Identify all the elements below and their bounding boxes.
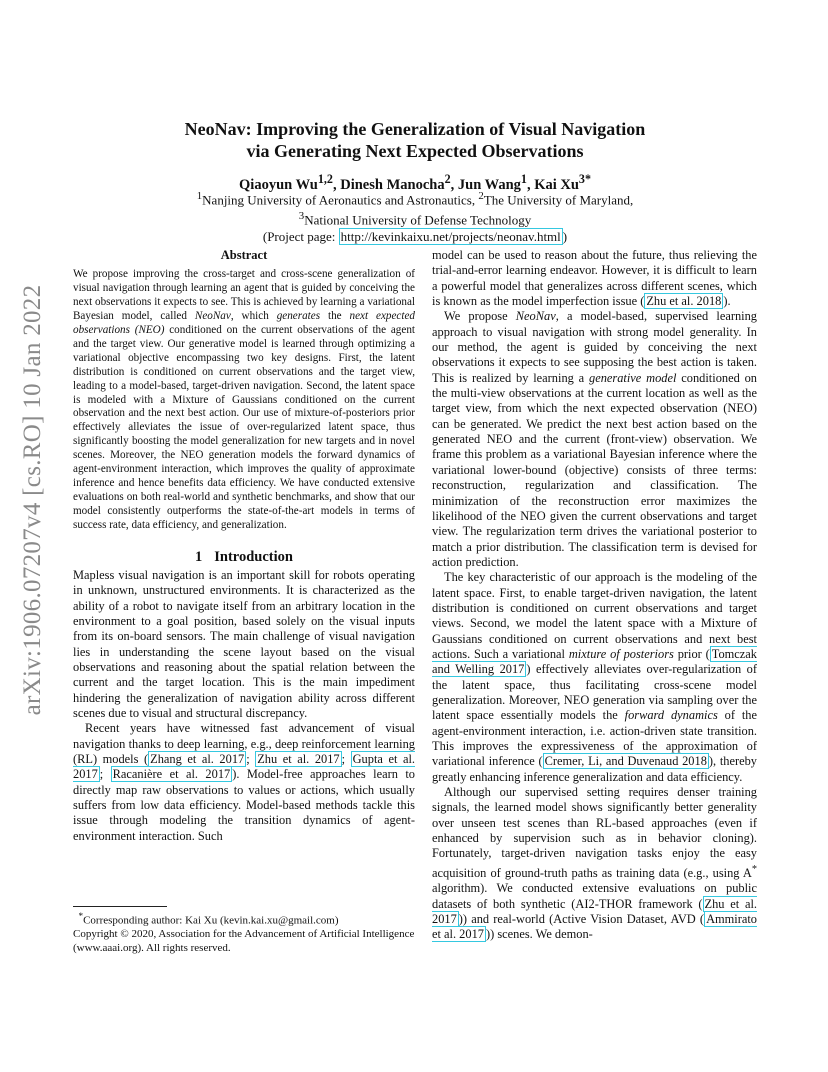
citation-zhu-2017[interactable]: Zhu et al. 2017 xyxy=(257,752,340,767)
author-1: Qiaoyun Wu xyxy=(239,176,318,193)
arxiv-stamp xyxy=(14,284,52,716)
cite-sep: ; xyxy=(341,752,351,767)
affiliations xyxy=(100,188,730,245)
author-4-affil: 3* xyxy=(578,172,591,186)
citation-tomczak-2017[interactable]: Tomczak and Welling 2017 xyxy=(432,646,757,677)
right-paragraph-3 xyxy=(432,785,757,943)
r-p0-text-a: model can be used to reason about the future, thus relieving the trial-and-error learning endeavor. However, it is difficult to learn a powerful model that generalizes across different scenes, which is known as the model imperfection issue ( xyxy=(432,248,757,309)
abstract-em-generates: generates xyxy=(276,310,321,323)
section-number: 1 xyxy=(195,548,203,565)
affiliation-line-2 xyxy=(100,208,730,228)
r-p2-text-a: The key characteristic of our approach is the modeling of the latent space. First, to enable target-driven navigation, the latent distribution is conditioned on current observations and target views. Second, we model the latent space with a Mixture of Gaussians conditioned on current observations and next best actions. Such a variational xyxy=(432,570,757,661)
title-line-1: NeoNav: Improving the Generalization of Visual Navigation xyxy=(184,119,646,139)
author-4: Kai Xu xyxy=(534,176,579,193)
affiliation-line-1 xyxy=(100,188,730,208)
citation-zhang-2017[interactable]: Zhang et al. 2017 xyxy=(150,752,245,767)
right-column xyxy=(432,248,757,943)
citation-cremer-2018[interactable]: Cremer, Li, and Duvenaud 2018 xyxy=(544,754,707,769)
footnote-marker: * xyxy=(78,911,84,921)
r-p2-text-d: of the agent-environment interaction, i.e. action-driven state transition. This improves the expressiveness of the approximation of variational inference ( xyxy=(432,708,758,769)
right-paragraph-2 xyxy=(432,570,757,785)
author-3-affil: 1 xyxy=(520,172,527,186)
affil-3: National University of Defense Technology xyxy=(304,212,532,228)
title-line-2: via Generating Next Expected Observations xyxy=(246,141,584,161)
citation-ammirato-2017[interactable]: Ammirato et al. 2017 xyxy=(432,911,757,942)
paper-title xyxy=(100,118,730,162)
abstract-em-neonav: NeoNav xyxy=(194,310,231,323)
r-p3-astar-sup: * xyxy=(751,863,757,875)
project-prefix: (Project page: xyxy=(262,228,339,244)
project-page xyxy=(100,229,730,245)
footnote-line-1: Corresponding author: Kai Xu (kevin.kai.xu@gmail.com) xyxy=(83,914,339,927)
project-page-link[interactable]: http://kevinkaixu.net/projects/neonav.html xyxy=(340,228,561,244)
abstract-text xyxy=(73,268,415,532)
arxiv-id: arXiv:1906.07207v4 [cs.RO] 10 Jan 2022 xyxy=(19,284,46,716)
footnote-copyright: Copyright © 2020, Association for the Advancement of Artificial Intelligence (www.aaai.org). All rights reserved. xyxy=(73,928,415,954)
author-2-affil: 2 xyxy=(444,172,451,186)
footnote xyxy=(73,910,415,955)
affil-1: Nanjing University of Aeronautics and Astronautics, xyxy=(202,192,479,208)
right-paragraph-1 xyxy=(432,309,757,570)
intro-p2-text-b: ). Model-free approaches learn to directly map raw observations to values or actions, which usually suffers from low data efficiency. Model-based methods tackle this issue through modeling the transition dynamics of agent-environment interaction. Such xyxy=(73,767,415,843)
author-3: Jun Wang xyxy=(457,176,521,193)
footnote-rule xyxy=(73,906,167,907)
author-2: Dinesh Manocha xyxy=(340,176,445,193)
r-p3-text-a: Although our supervised setting requires denser training signals, the learned model shows significantly better generality over unseen test scenes than RL-based approaches (even if enhanced by supervision such as in behavior cloning). Fortunately, target-driven navigation tasks enjoy the easy acquisition of ground-truth paths as training data (e.g., using A xyxy=(432,785,757,880)
r-p2-em-mixture: mixture of posteriors xyxy=(568,646,674,661)
abstract-part-4: conditioned on the current observations of the agent and the target view. Our generative model is learned through optimizing a variational objective encompassing two key designs. First, the latent distribution is conditioned on current observations and the target view, leading to a model-based, target-driven navigation. Second, the latent space is modeled with a Mixture of Gaussians conditioned on the current observation and the next best action. Our use of mixture-of-posteriors prior effectively alleviates the issue of over-regularized latent space, thus significantly boosting the model generalization for new targets and in novel scenes. Moreover, the NEO generation models the forward dynamics of agent-environment interaction, which improves the quality of approximate inference and hence benefits data efficiency. We have conducted extensive evaluations on both real-world and synthetic benchmarks, and show that our model consistently outperforms the state-of-the-art models in terms of success rate, data efficiency, and generalization. xyxy=(73,323,415,531)
author-1-affil: 1,2 xyxy=(317,172,333,186)
intro-paragraph-2 xyxy=(73,721,415,844)
left-column xyxy=(73,248,415,844)
citation-zhu-2018[interactable]: Zhu et al. 2018 xyxy=(646,294,722,309)
r-p1-text-b: , a model-based, supervised learning approach to visual navigation with strong model generality. In our method, the agent is guided by conceiving the next observations it expects to see supposing the best action is taken. This is realized by learning a xyxy=(432,309,757,385)
abstract-part-3: the xyxy=(320,310,350,323)
r-p2-text-b: prior ( xyxy=(673,646,710,661)
affil-marker-1: 1 xyxy=(196,190,203,202)
citation-zhu-2017-b[interactable]: Zhu et al. 2017 xyxy=(432,896,757,926)
abstract-part-2: , which xyxy=(230,310,277,323)
r-p0-text-b: ). xyxy=(723,294,731,309)
intro-p2-text-a: Recent years have witnessed fast advancement of visual navigation thanks to deep learning, e.g., deep reinforcement learning (RL) models ( xyxy=(73,721,415,767)
citation-gupta-2017[interactable]: Gupta et al. 2017 xyxy=(73,752,415,782)
section-title: Introduction xyxy=(214,548,293,565)
r-p1-text-c: conditioned on the multi-view observations at the current location as well as the target view, from which the next expected observation (NEO) can be generated. We predict the next best action based on the generated NEO and the current (front-view) observation. We frame this problem as a variational Bayesian inference where the variational lower-bound (objective) consists of three terms: reconstruction, regularization and classification. The minimization of the reconstruction error maximizes the likelihood of the NEO given the current observations and target view. The regularization term drives the variational posterior to match a prior distribution. The classification term is devised for action prediction. xyxy=(432,370,758,569)
abstract-part-1: We propose improving the cross-target and cross-scene generalization of visual navigation through learning an agent that is guided by conceiving the next observations it expects to see. This is achieved by learning a variational Bayesian model, called xyxy=(73,268,415,323)
section-heading-introduction xyxy=(73,550,415,565)
footnote-corresponding xyxy=(73,910,415,928)
r-p2-text-c: ) effectively alleviates over-regularization of the latent space, thus facilitating cross-scene model generalization. Moreover, NEO generation via sampling over the latent space essentially models the xyxy=(432,662,757,723)
right-paragraph-0 xyxy=(432,248,757,309)
project-suffix: ) xyxy=(562,228,568,244)
affil-marker-2: 2 xyxy=(478,190,484,202)
intro-paragraph-1: Mapless visual navigation is an important skill for robots operating in unknown, unstructured environments. It is characterized as the ability of a robot to navigate itself from an arbitrary location in the environment to a goal position, based solely on the visual inputs from its on-board sensors. The main challenge of visual navigation lies in understanding the scene layout based on the visual observations and reasoning about the spatial relation between the current and the target location. This is the main impediment hindering the generalization of navigation ability across different scenes due to visual and structural discrepancy. xyxy=(73,567,415,720)
citation-racaniere-2017[interactable]: Racanière et al. 2017 xyxy=(112,767,231,782)
r-p2-text-e: ), thereby greatly enhancing inference generalization and data efficiency. xyxy=(432,754,757,784)
r-p1-em-neonav: NeoNav xyxy=(515,309,556,324)
cite-sep: ; xyxy=(246,752,256,767)
author-list: Qiaoyun Wu$^{1,2}$, Dinesh Manocha$^2$, Jun Wang$^1$, Kai $Xu^{3*}$ xyxy=(239,172,591,193)
r-p3-text-d: )) scenes. We demon- xyxy=(485,927,593,942)
r-p2-em-forward: forward dynamics xyxy=(624,708,718,723)
r-p3-text-c: )) and real-world (Active Vision Dataset, AVD ( xyxy=(458,911,705,926)
r-p3-text-b: algorithm). We conducted extensive evaluations on public datasets of both synthetic (AI2-THOR framework ( xyxy=(432,881,757,911)
r-p1-text-a: We propose xyxy=(444,309,516,324)
abstract-heading: Abstract xyxy=(220,248,268,262)
r-p1-em-generative: generative model xyxy=(589,370,677,385)
affil-2: The University of Maryland, xyxy=(483,192,634,208)
cite-sep: ; xyxy=(99,767,111,782)
abstract-em-neo: next expected observations (NEO) xyxy=(73,310,415,336)
affil-marker-3: 3 xyxy=(298,210,305,223)
